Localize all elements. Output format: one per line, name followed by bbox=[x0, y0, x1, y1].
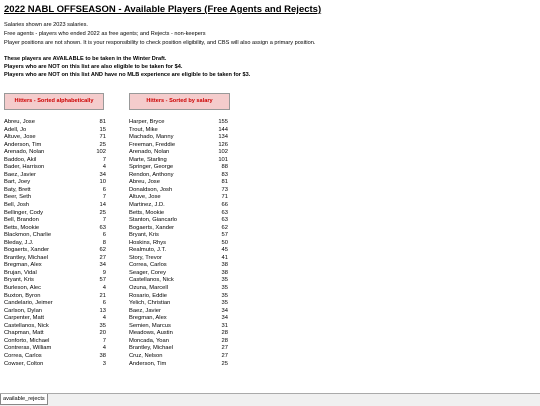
alpha-row bbox=[4, 225, 104, 233]
player-salary: 71 bbox=[221, 194, 228, 201]
player-name: Carlson, Dylan bbox=[4, 307, 43, 314]
salary-row bbox=[129, 285, 229, 293]
salary-row bbox=[129, 240, 229, 248]
salary-list bbox=[129, 119, 229, 368]
player-salary: 28 bbox=[221, 330, 228, 337]
note-positions: Player positions are not shown. It is your responsibility to check position eligibility, and CBS will also assign a primary position. bbox=[4, 40, 316, 46]
player-name: Freeman, Freddie bbox=[129, 141, 176, 148]
alpha-row bbox=[4, 353, 104, 361]
alpha-row bbox=[4, 172, 104, 180]
alpha-row bbox=[4, 247, 104, 255]
player-salary: 14 bbox=[99, 202, 106, 209]
player-name: Bregman, Alex bbox=[129, 315, 167, 322]
player-name: Hoskins, Rhys bbox=[129, 239, 167, 246]
player-salary: 35 bbox=[221, 300, 228, 307]
player-salary: 15 bbox=[99, 126, 106, 133]
player-name: Harper, Bryce bbox=[129, 119, 165, 125]
player-salary: 155 bbox=[218, 119, 228, 125]
player-name: Bader, Harrison bbox=[4, 164, 45, 171]
alpha-row bbox=[4, 262, 104, 270]
player-name: Altuve, Jose bbox=[129, 194, 161, 201]
player-name: Burleson, Alec bbox=[4, 285, 42, 292]
player-salary: 7 bbox=[102, 156, 106, 163]
player-name: Castellanos, Nick bbox=[4, 322, 49, 329]
player-salary: 63 bbox=[99, 224, 106, 231]
note-free-agents: Free agents - players who ended 2022 as free agents; and Rejects - non-keepers bbox=[4, 31, 206, 37]
player-name: Cruz, Nelson bbox=[129, 352, 163, 359]
alpha-row bbox=[4, 217, 104, 225]
salary-row bbox=[129, 142, 229, 150]
player-name: Bleday, J.J. bbox=[4, 239, 34, 246]
alpha-row bbox=[4, 157, 104, 165]
player-salary: 20 bbox=[99, 330, 106, 337]
player-salary: 34 bbox=[221, 307, 228, 314]
player-salary: 27 bbox=[99, 254, 106, 261]
player-name: Anderson, Tim bbox=[129, 360, 167, 367]
page-title: 2022 NABL OFFSEASON - Available Players (Free Agents and Rejects) bbox=[4, 4, 322, 15]
player-salary: 83 bbox=[221, 171, 228, 178]
salary-row bbox=[129, 187, 229, 195]
alpha-row bbox=[4, 127, 104, 135]
player-name: Bryant, Kris bbox=[4, 277, 34, 284]
player-salary: 7 bbox=[102, 337, 106, 344]
player-name: Trout, Mike bbox=[129, 126, 158, 133]
alpha-row bbox=[4, 300, 104, 308]
player-name: Abreu, Jose bbox=[4, 119, 35, 125]
player-salary: 71 bbox=[99, 134, 106, 141]
player-salary: 102 bbox=[96, 149, 106, 156]
player-salary: 35 bbox=[221, 285, 228, 292]
alpha-row bbox=[4, 308, 104, 316]
player-salary: 35 bbox=[221, 277, 228, 284]
player-salary: 35 bbox=[221, 292, 228, 299]
salary-row bbox=[129, 194, 229, 202]
player-name: Blackmon, Charlie bbox=[4, 232, 52, 239]
player-salary: 4 bbox=[102, 315, 106, 322]
player-salary: 57 bbox=[99, 277, 106, 284]
note-eligible-4: Players who are NOT on this list are also eligible to be taken for $4. bbox=[4, 64, 183, 70]
player-name: Bogaerts, Xander bbox=[129, 224, 175, 231]
alpha-row bbox=[4, 202, 104, 210]
salary-row bbox=[129, 217, 229, 225]
player-name: Springer, George bbox=[129, 164, 174, 171]
player-salary: 35 bbox=[99, 322, 106, 329]
player-salary: 38 bbox=[99, 352, 106, 359]
player-salary: 25 bbox=[221, 360, 228, 367]
player-name: Bogaerts, Xander bbox=[4, 247, 50, 254]
player-name: Baddoo, Akil bbox=[4, 156, 37, 163]
alpha-row bbox=[4, 315, 104, 323]
player-salary: 134 bbox=[218, 134, 228, 141]
player-salary: 41 bbox=[221, 254, 228, 261]
alpha-row bbox=[4, 285, 104, 293]
player-salary: 63 bbox=[221, 209, 228, 216]
player-salary: 45 bbox=[221, 247, 228, 254]
salary-row bbox=[129, 277, 229, 285]
alpha-row bbox=[4, 323, 104, 331]
player-name: Martinez, J.D. bbox=[129, 202, 165, 209]
alpha-row bbox=[4, 210, 104, 218]
player-salary: 144 bbox=[218, 126, 228, 133]
salary-row bbox=[129, 315, 229, 323]
alpha-row bbox=[4, 240, 104, 248]
player-salary: 88 bbox=[221, 164, 228, 171]
alpha-row bbox=[4, 338, 104, 346]
player-salary: 13 bbox=[99, 307, 106, 314]
salary-row bbox=[129, 179, 229, 187]
player-salary: 38 bbox=[221, 262, 228, 269]
player-name: Bregman, Alex bbox=[4, 262, 42, 269]
alpha-row bbox=[4, 149, 104, 157]
salary-row bbox=[129, 210, 229, 218]
player-salary: 28 bbox=[221, 337, 228, 344]
alpha-row bbox=[4, 134, 104, 142]
player-name: Bryant, Kris bbox=[129, 232, 159, 239]
player-name: Correa, Carlos bbox=[129, 262, 167, 269]
player-name: Semien, Marcus bbox=[129, 322, 171, 329]
salary-row bbox=[129, 202, 229, 210]
player-name: Bart, Joey bbox=[4, 179, 31, 186]
player-name: Castellanos, Nick bbox=[129, 277, 174, 284]
alpha-header: Hitters - Sorted alphabetically bbox=[4, 93, 104, 110]
player-salary: 126 bbox=[218, 141, 228, 148]
player-salary: 34 bbox=[99, 262, 106, 269]
salary-row bbox=[129, 300, 229, 308]
salary-row bbox=[129, 353, 229, 361]
note-eligible-3: Players who are NOT on this list AND have no MLB experience are eligible to be taken for $3. bbox=[4, 72, 251, 78]
alpha-row bbox=[4, 361, 104, 369]
player-salary: 6 bbox=[102, 186, 106, 193]
player-salary: 21 bbox=[99, 292, 106, 299]
salary-row bbox=[129, 164, 229, 172]
salary-row bbox=[129, 308, 229, 316]
player-name: Candelario, Jeimer bbox=[4, 300, 53, 307]
salary-row bbox=[129, 149, 229, 157]
player-salary: 25 bbox=[99, 209, 106, 216]
salary-row bbox=[129, 232, 229, 240]
salary-row bbox=[129, 225, 229, 233]
salary-row bbox=[129, 247, 229, 255]
salary-row bbox=[129, 172, 229, 180]
player-name: Story, Trevor bbox=[129, 254, 162, 261]
salary-row bbox=[129, 330, 229, 338]
player-name: Buxton, Byron bbox=[4, 292, 41, 299]
player-salary: 66 bbox=[221, 202, 228, 209]
player-name: Baez, Javier bbox=[4, 171, 36, 178]
player-salary: 7 bbox=[102, 194, 106, 201]
player-name: Anderson, Tim bbox=[4, 141, 42, 148]
player-salary: 7 bbox=[102, 217, 106, 224]
alpha-row bbox=[4, 179, 104, 187]
salary-header: Hitters - Sorted by salary bbox=[129, 93, 230, 110]
player-name: Donaldson, Josh bbox=[129, 186, 173, 193]
salary-row bbox=[129, 323, 229, 331]
salary-row bbox=[129, 157, 229, 165]
player-name: Baez, Javier bbox=[129, 307, 161, 314]
player-name: Moncada, Yoan bbox=[129, 337, 169, 344]
player-name: Machado, Manny bbox=[129, 134, 174, 141]
alpha-row bbox=[4, 164, 104, 172]
player-salary: 101 bbox=[218, 156, 228, 163]
alpha-row bbox=[4, 270, 104, 278]
player-name: Adell, Jo bbox=[4, 126, 27, 133]
player-salary: 27 bbox=[221, 352, 228, 359]
player-salary: 102 bbox=[218, 149, 228, 156]
player-name: Beer, Seth bbox=[4, 194, 32, 201]
player-salary: 62 bbox=[99, 247, 106, 254]
player-salary: 62 bbox=[221, 224, 228, 231]
player-salary: 73 bbox=[221, 186, 228, 193]
alpha-row bbox=[4, 232, 104, 240]
player-salary: 34 bbox=[99, 171, 106, 178]
salary-row bbox=[129, 270, 229, 278]
player-name: Ozuna, Marcell bbox=[129, 285, 168, 292]
player-salary: 9 bbox=[102, 269, 106, 276]
salary-row bbox=[129, 134, 229, 142]
player-salary: 4 bbox=[102, 285, 106, 292]
player-salary: 63 bbox=[221, 217, 228, 224]
salary-row bbox=[129, 345, 229, 353]
player-name: Meadows, Austin bbox=[129, 330, 173, 337]
alpha-row bbox=[4, 255, 104, 263]
salary-row bbox=[129, 361, 229, 369]
alpha-row bbox=[4, 330, 104, 338]
player-name: Rendon, Anthony bbox=[129, 171, 174, 178]
player-salary: 6 bbox=[102, 300, 106, 307]
alpha-row bbox=[4, 345, 104, 353]
salary-row bbox=[129, 255, 229, 263]
sheet-tab-bar bbox=[0, 393, 540, 406]
alpha-row bbox=[4, 194, 104, 202]
player-name: Bell, Brandon bbox=[4, 217, 39, 224]
alpha-row bbox=[4, 187, 104, 195]
player-name: Brujan, Vidal bbox=[4, 269, 37, 276]
salary-row bbox=[129, 262, 229, 270]
alpha-list bbox=[4, 119, 104, 368]
player-salary: 57 bbox=[221, 232, 228, 239]
player-name: Betts, Mookie bbox=[4, 224, 40, 231]
player-name: Betts, Mookie bbox=[129, 209, 165, 216]
salary-row bbox=[129, 127, 229, 135]
player-salary: 31 bbox=[221, 322, 228, 329]
player-name: Realmuto, J.T. bbox=[129, 247, 167, 254]
note-available: These players are AVAILABLE to be taken in the Winter Draft. bbox=[4, 56, 167, 62]
salary-row bbox=[129, 338, 229, 346]
player-name: Contreras, William bbox=[4, 345, 52, 352]
player-name: Altuve, Jose bbox=[4, 134, 36, 141]
player-name: Seager, Corey bbox=[129, 269, 167, 276]
player-name: Abreu, Jose bbox=[129, 179, 160, 186]
player-name: Baty, Brett bbox=[4, 186, 31, 193]
player-salary: 25 bbox=[99, 141, 106, 148]
note-salaries: Salaries shown are 2023 salaries. bbox=[4, 22, 88, 28]
salary-row bbox=[129, 119, 229, 127]
player-salary: 38 bbox=[221, 269, 228, 276]
alpha-row bbox=[4, 119, 104, 127]
player-salary: 34 bbox=[221, 315, 228, 322]
player-name: Brantley, Michael bbox=[129, 345, 174, 352]
player-name: Cowser, Colton bbox=[4, 360, 44, 367]
player-name: Conforto, Michael bbox=[4, 337, 50, 344]
salary-row bbox=[129, 293, 229, 301]
player-salary: 27 bbox=[221, 345, 228, 352]
player-salary: 4 bbox=[102, 164, 106, 171]
player-salary: 8 bbox=[102, 239, 106, 246]
player-salary: 6 bbox=[102, 232, 106, 239]
player-name: Bell, Josh bbox=[4, 202, 30, 209]
player-salary: 50 bbox=[221, 239, 228, 246]
alpha-row bbox=[4, 277, 104, 285]
player-salary: 81 bbox=[221, 179, 228, 186]
player-salary: 3 bbox=[102, 360, 106, 367]
player-name: Rosario, Eddie bbox=[129, 292, 168, 299]
player-name: Arenado, Nolan bbox=[4, 149, 45, 156]
player-name: Stanton, Giancarlo bbox=[129, 217, 178, 224]
player-name: Chapman, Matt bbox=[4, 330, 44, 337]
player-name: Correa, Carlos bbox=[4, 352, 42, 359]
player-name: Marte, Starling bbox=[129, 156, 167, 163]
alpha-row bbox=[4, 142, 104, 150]
player-name: Arenado, Nolan bbox=[129, 149, 170, 156]
player-name: Carpenter, Matt bbox=[4, 315, 44, 322]
player-name: Brantley, Michael bbox=[4, 254, 49, 261]
sheet-tab-available-rejects[interactable]: available_rejects bbox=[0, 394, 48, 405]
player-salary: 10 bbox=[99, 179, 106, 186]
alpha-row bbox=[4, 293, 104, 301]
player-salary: 4 bbox=[102, 345, 106, 352]
player-name: Yelich, Christian bbox=[129, 300, 171, 307]
player-name: Bellinger, Cody bbox=[4, 209, 43, 216]
player-salary: 81 bbox=[99, 119, 106, 125]
